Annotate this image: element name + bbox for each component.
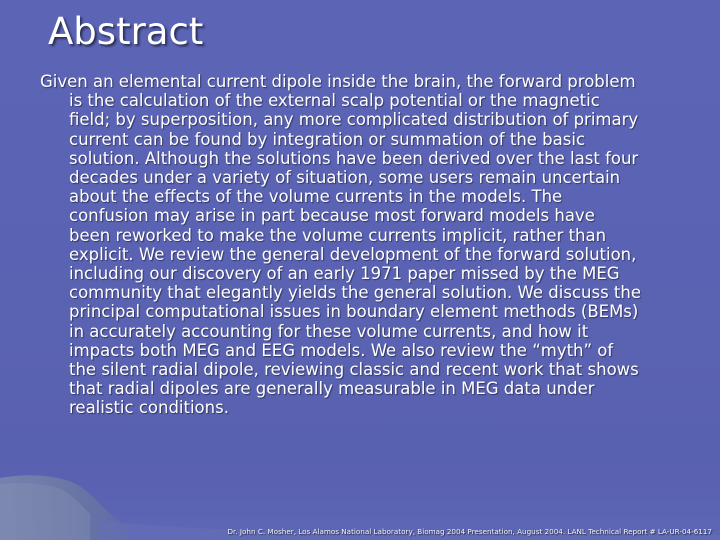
abstract-line: community that elegantly yields the general solution. We discuss the: [69, 283, 641, 303]
abstract-line: explicit. We review the general development of the forward solution,: [69, 244, 637, 264]
abstract-line: been reworked to make the volume currents implicit, rather than: [69, 225, 607, 245]
abstract-line: decades under a variety of situation, some users remain uncertain: [69, 168, 621, 188]
abstract-line: in accurately accounting for these volume currents, and how it: [69, 321, 589, 341]
abstract-text: [40, 72, 690, 418]
slide-footer-credit: Dr. John C. Mosher, Los Alamos National Laboratory, Biomag 2004 Presentation, August 2004. LANL Technical Report # LA-UR-04-6117: [227, 527, 712, 536]
abstract-line: including our discovery of an early 1971 paper missed by the MEG: [69, 264, 620, 284]
abstract-line: principal computational issues in boundary element methods (BEMs): [69, 302, 639, 322]
abstract-line: field; by superposition, any more complicated distribution of primary: [69, 110, 639, 130]
abstract-line: about the effects of the volume currents in the models. The: [69, 187, 563, 207]
abstract-line: impacts both MEG and EEG models. We also review the “myth” of: [69, 340, 614, 360]
abstract-line: realistic conditions.: [69, 398, 229, 418]
abstract-line: that radial dipoles are generally measurable in MEG data under: [69, 379, 595, 399]
abstract-line: confusion may arise in part because most forward models have: [69, 206, 595, 226]
abstract-line: is the calculation of the external scalp potential or the magnetic: [69, 91, 600, 111]
abstract-line: Given an elemental current dipole inside the brain, the forward problem: [40, 72, 636, 91]
abstract-line: the silent radial dipole, reviewing classic and recent work that shows: [69, 360, 639, 380]
abstract-line: solution. Although the solutions have been derived over the last four: [69, 148, 639, 168]
slide-title: Abstract: [48, 10, 204, 53]
abstract-line: current can be found by integration or summation of the basic: [69, 129, 586, 149]
